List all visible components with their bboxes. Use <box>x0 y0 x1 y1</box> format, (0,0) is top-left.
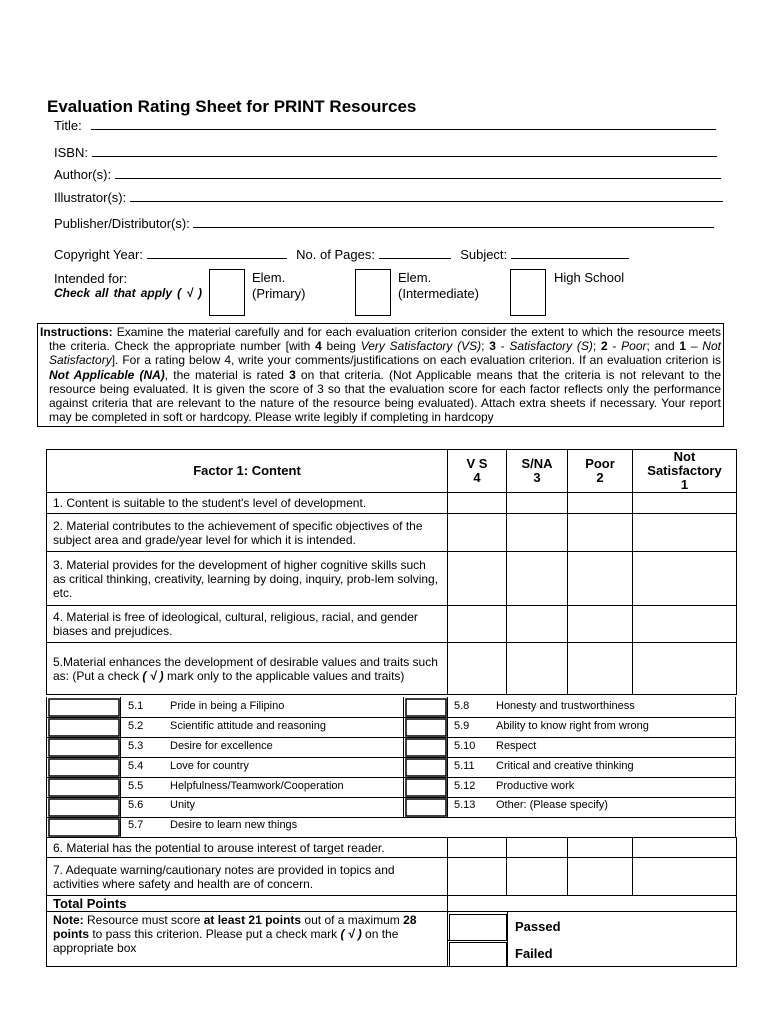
instructions-text: - <box>495 339 510 354</box>
rating-cell[interactable] <box>568 606 633 643</box>
title-label: Title: <box>54 118 82 133</box>
col-sna <box>507 450 568 493</box>
na-term: Not Applicable (NA) <box>49 367 165 382</box>
value-5-5 <box>128 780 344 792</box>
criterion-row <box>47 643 737 695</box>
instructions-text: Examine the material carefully and for each evaluation criterion consider the extent to which the resource meets the criteria. Check the appropriate number [with <box>49 325 721 354</box>
value-5-12 <box>454 780 574 792</box>
rating-cell[interactable] <box>633 493 737 514</box>
value-num: 5.9 <box>454 720 470 732</box>
value-text: Love for country <box>170 760 249 772</box>
criterion-6: 6. Material has the potential to arouse interest of target reader. <box>47 838 448 858</box>
instructions-lead: Instructions: <box>40 325 113 339</box>
criterion-row <box>47 514 737 552</box>
failed-label: Failed <box>515 946 553 961</box>
rating-cell[interactable] <box>448 838 507 858</box>
values-grid <box>46 697 736 837</box>
instructions-text: , the material is rated <box>164 367 290 382</box>
col-vs-num: 4 <box>473 470 481 485</box>
criterion-row <box>47 552 737 606</box>
passed-label: Passed <box>515 919 561 934</box>
c5-mark: ( √ ) <box>142 668 164 683</box>
criterion-2: 2. Material contributes to the achievement of specific objectives of the subject area and grade/year level for which it is intended. <box>47 514 448 552</box>
value-text: Other: (Please specify) <box>496 799 608 811</box>
total-cell[interactable] <box>448 896 737 912</box>
publisher-line[interactable] <box>193 215 714 228</box>
rating-cell[interactable] <box>507 838 568 858</box>
value-text: Respect <box>496 740 537 752</box>
col-poor <box>568 450 633 493</box>
subject-line[interactable] <box>511 246 629 259</box>
col-poor-num: 2 <box>596 470 604 485</box>
criterion-row <box>47 858 737 896</box>
num-1: 1 <box>679 339 687 354</box>
value-text: Desire for excellence <box>170 740 273 752</box>
check-note: Check all that apply ( √ ) <box>54 286 202 300</box>
note-text <box>47 912 448 967</box>
note-part: to pass this criterion. Please put a check mark <box>89 927 341 941</box>
rating-cell[interactable] <box>507 606 568 643</box>
passed-checkbox[interactable] <box>449 914 507 941</box>
note-row <box>47 912 737 967</box>
value-text: Helpfulness/Teamwork/Cooperation <box>170 780 344 792</box>
pages-label: No. of Pages: <box>296 247 375 262</box>
rating-cell[interactable] <box>568 858 633 896</box>
value-num: 5.6 <box>128 799 144 811</box>
rating-cell[interactable] <box>507 858 568 896</box>
s-term: Satisfactory (S) <box>509 339 593 354</box>
intended-label: Intended for: <box>54 271 127 286</box>
value-num: 5.12 <box>454 780 476 792</box>
intermediate-checkbox[interactable] <box>355 269 391 316</box>
value-num: 5.5 <box>128 780 144 792</box>
criterion-row <box>47 606 737 643</box>
isbn-field[interactable] <box>54 144 717 160</box>
intermediate-label-1: Elem. <box>398 270 432 285</box>
value-num: 5.10 <box>454 740 476 752</box>
value-5-7 <box>128 819 297 831</box>
value-5-4 <box>128 760 249 772</box>
instructions-text: ; <box>592 339 601 354</box>
criterion-row <box>47 838 737 858</box>
value-5-9 <box>454 720 649 732</box>
authors-field[interactable] <box>54 166 721 182</box>
instructions-text: being <box>321 339 361 354</box>
authors-line[interactable] <box>115 166 721 179</box>
num-3b: 3 <box>289 367 296 382</box>
note-mark: ( √ ) <box>340 927 362 941</box>
instructions-text: – <box>686 339 703 354</box>
failed-checkbox[interactable] <box>449 942 507 967</box>
rating-cell[interactable] <box>507 552 568 606</box>
rating-cell[interactable] <box>448 858 507 896</box>
value-text: Desire to learn new things <box>170 819 298 831</box>
col-poor-label: Poor <box>585 456 615 471</box>
value-5-11 <box>454 760 634 772</box>
rating-cell[interactable] <box>633 643 737 695</box>
rating-cell[interactable] <box>633 606 737 643</box>
note-part: out of a maximum <box>301 913 404 927</box>
highschool-checkbox[interactable] <box>510 269 546 316</box>
criterion-1: 1. Content is suitable to the student's level of development. <box>47 493 448 514</box>
pages-line[interactable] <box>379 246 451 259</box>
value-num: 5.8 <box>454 700 470 712</box>
rating-cell[interactable] <box>633 552 737 606</box>
primary-checkbox[interactable] <box>209 269 245 316</box>
instructions-text: ; and <box>646 339 680 354</box>
poor-term: Poor <box>621 339 647 354</box>
isbn-line[interactable] <box>92 144 717 157</box>
subject-label: Subject: <box>460 247 508 262</box>
value-text: Productive work <box>496 780 575 792</box>
isbn-label: ISBN: <box>54 145 88 160</box>
num-2: 2 <box>600 339 608 354</box>
total-label: Total Points <box>47 896 448 912</box>
rating-cell[interactable] <box>568 838 633 858</box>
value-text: Unity <box>170 799 196 811</box>
note-part: Resource must score <box>83 913 204 927</box>
rating-cell[interactable] <box>568 493 633 514</box>
note-bold: 28 points <box>53 913 417 941</box>
intermediate-label-2: (Intermediate) <box>398 286 479 301</box>
result-vline <box>507 912 508 966</box>
value-num: 5.11 <box>454 760 475 772</box>
publisher-field[interactable] <box>54 215 714 231</box>
value-5-13 <box>454 799 608 811</box>
value-5-3 <box>128 740 273 752</box>
criterion-5 <box>47 643 448 695</box>
rating-cell[interactable] <box>448 643 507 695</box>
value-5-8 <box>454 700 635 712</box>
value-text: Honesty and trustworthiness <box>496 700 635 712</box>
rating-cell[interactable] <box>507 493 568 514</box>
col-ns <box>633 450 737 493</box>
rating-cell[interactable] <box>633 858 737 896</box>
col-vs-label: V S <box>466 456 488 471</box>
col-vs <box>448 450 507 493</box>
value-5-1 <box>128 700 284 712</box>
instructions-text: ; <box>481 339 490 354</box>
highschool-label: High School <box>554 270 625 285</box>
criterion-row <box>47 493 737 514</box>
rating-cell[interactable] <box>507 514 568 552</box>
rating-cell[interactable] <box>568 643 633 695</box>
value-5-10 <box>454 740 536 752</box>
primary-label-2: (Primary) <box>252 286 306 301</box>
vs-term: Very Satisfactory (VS) <box>360 339 482 354</box>
value-num: 5.4 <box>128 760 144 772</box>
value-text: Pride in being a Filipino <box>170 700 285 712</box>
criterion-4: 4. Material is free of ideological, cultural, religious, racial, and gender biases and prejudices. <box>47 606 448 643</box>
instructions-text: - <box>607 339 622 354</box>
c5-text: mark only to the applicable values and traits) <box>163 668 405 683</box>
primary-label-1: Elem. <box>252 270 286 285</box>
value-5-2 <box>128 720 326 732</box>
rating-cell[interactable] <box>568 514 633 552</box>
copyright-line[interactable] <box>147 246 287 259</box>
value-num: 5.13 <box>454 799 476 811</box>
rating-cell[interactable] <box>507 643 568 695</box>
page-title: Evaluation Rating Sheet for PRINT Resources <box>47 97 417 116</box>
note-part: on the appropriate box <box>53 927 399 955</box>
result-cell <box>448 912 737 967</box>
evaluation-table <box>46 449 737 695</box>
value-num: 5.7 <box>128 819 144 831</box>
instructions-text: ]. For a rating below 4, write your comments/justifications on each evaluation criterion. If an evaluation criterion is <box>111 353 721 368</box>
col-sna-num: 3 <box>533 470 541 485</box>
authors-label: Author(s): <box>54 167 112 182</box>
rating-cell[interactable] <box>448 514 507 552</box>
rating-cell[interactable] <box>448 552 507 606</box>
illustrators-field[interactable] <box>54 189 723 205</box>
note-bold: at least 21 points <box>203 913 302 927</box>
instructions-box <box>37 323 724 427</box>
rating-cell[interactable] <box>448 606 507 643</box>
ns-term: Not Satisfactory <box>49 339 721 368</box>
col-ns-num: 1 <box>680 477 689 492</box>
criterion-7: 7. Adequate warning/cautionary notes are provided in topics and activities where safety and health are of concern. <box>47 858 448 896</box>
value-num: 5.2 <box>128 720 144 732</box>
title-field[interactable] <box>54 117 716 133</box>
copyright-label: Copyright Year: <box>54 247 143 262</box>
copyright-row <box>54 246 629 262</box>
evaluation-table-lower <box>46 837 737 967</box>
num-4: 4 <box>315 339 322 354</box>
rating-cell[interactable] <box>633 514 737 552</box>
c5-text: 5.Material enhances the development of desirable values and traits such as: (Put a check <box>53 654 438 683</box>
title-line[interactable] <box>91 117 716 130</box>
col-ns-label: Not Satisfactory <box>647 449 722 478</box>
value-5-6 <box>128 799 195 811</box>
result-divider <box>448 940 507 941</box>
total-row <box>47 896 737 912</box>
factor-header: Factor 1: Content <box>47 450 448 493</box>
illustrators-line[interactable] <box>130 189 723 202</box>
value-num: 5.3 <box>128 740 144 752</box>
publisher-label: Publisher/Distributor(s): <box>54 216 190 231</box>
col-sna-label: S/NA <box>521 456 553 471</box>
value-text: Ability to know right from wrong <box>496 720 649 732</box>
value-text: Critical and creative thinking <box>496 760 634 772</box>
rating-cell[interactable] <box>568 552 633 606</box>
rating-cell[interactable] <box>448 493 507 514</box>
instructions-text: on that criteria. (Not Applicable means that the criteria is not relevant to the resource being evaluated. It is given the score of 3 so that the evaluation score for each factor reflects only the performance against criteria that are relevant to the nature of the resource being evaluated). Attach extra sheets if necessary. Your report may be completed in soft or hardcopy. Please write legibly if completing in hardcopy <box>49 367 721 425</box>
note-lead: Note: <box>53 913 84 927</box>
header-row <box>47 450 737 493</box>
value-num: 5.1 <box>128 700 144 712</box>
rating-cell[interactable] <box>633 838 737 858</box>
num-3: 3 <box>489 339 496 354</box>
illustrators-label: Illustrator(s): <box>54 190 127 205</box>
value-text: Scientific attitude and reasoning <box>170 720 326 732</box>
criterion-3: 3. Material provides for the development of higher cognitive skills such as critical thinking, creativity, learning by doing, inquiry, prob-lem solving, etc. <box>47 552 448 606</box>
